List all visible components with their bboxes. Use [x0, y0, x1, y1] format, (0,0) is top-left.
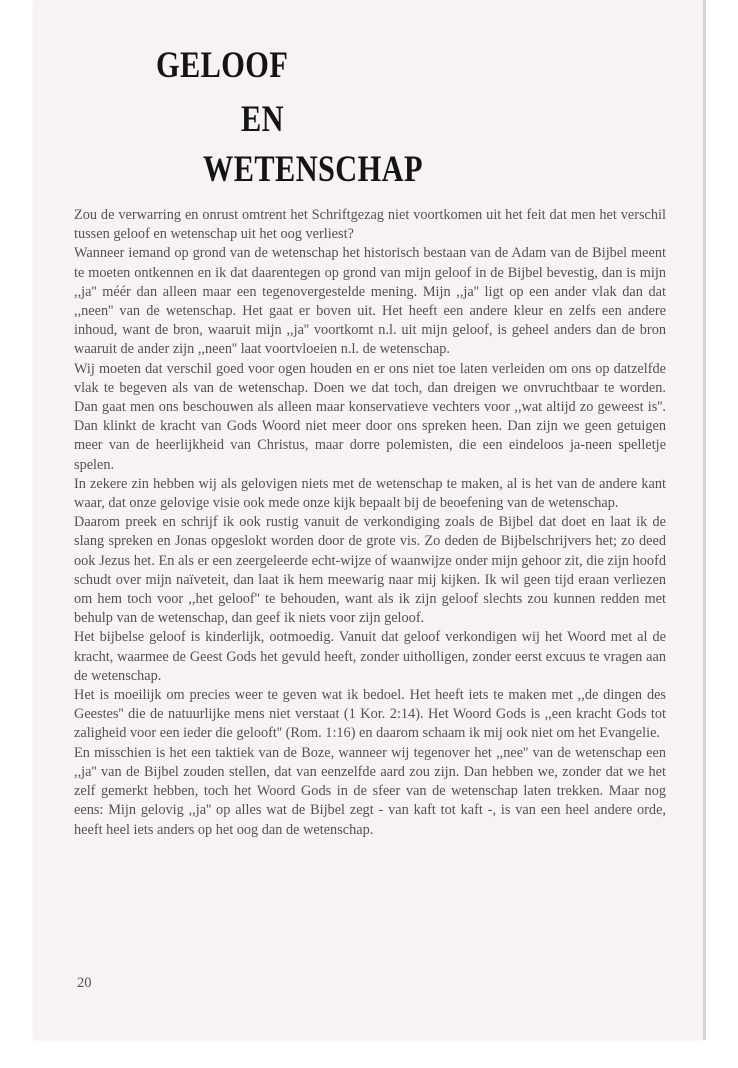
paragraph-1: Zou de verwarring en onrust omtrent het Schriftgezag niet voortkomen uit het feit dat men het verschil tussen geloof en wetenschap uit het oog verliest?	[74, 207, 666, 243]
paragraph-7: Het is moeilijk om precies weer te geven wat ik bedoel. Het heeft iets te maken met ,,de dingen des Geestes'' die de natuurlijke mens niet verstaat (1 Kor. 2:14). Het Woord Gods is ,,een kracht Gods tot zaligheid voor een ieder die gelooft'' (Rom. 1:16) en daarom schaam ik mij ook niet om het Evangelie.	[74, 687, 666, 742]
paragraph-5: Daarom preek en schrijf ik ook rustig vanuit de verkondiging zoals de Bijbel dat doet en laat ik de slang spreken en Jonas opgeslokt worden door de grote vis. Zo deden de Bijbelschrijvers het; zo deed ook Jezus het. En als er een zeergeleerde echt-wijze of waanwijze onder mijn gehoor zit, die zijn hoofd schudt over mijn naïveteit, dan laat ik hem meewarig naar mij kijken. Ik wil geen tijd eraan verliezen om hem toch voor ,,het geloof'' te behouden, want als ik zijn geloof slechts zou kunnen redden met behulp van de wetenschap, dan geef ik niets voor zijn geloof.	[74, 514, 666, 627]
title-line-en: EN	[241, 99, 284, 140]
title-line-wetenschap: WETENSCHAP	[203, 149, 423, 190]
article-body	[74, 206, 666, 840]
book-page	[33, 0, 703, 1040]
paragraph-2: Wanneer iemand op grond van de wetenschap het historisch bestaan van de Adam van de Bijbel meent te moeten ontkennen en ik dat daarentegen op grond van mijn geloof in de Bijbel bevestig, dan is mijn ,,ja'' méér dan alleen maar een tegenovergestelde mening. Mijn ,,ja'' ligt op een ander vlak dan dat ,,neen'' van de wetenschap. Het gaat er boven uit. Het heeft een andere kleur en zelfs een andere inhoud, want de bron, waaruit mijn ,,ja'' voortkomt n.l. uit mijn geloof, is geheel anders dan de bron waaruit de ander zijn ,,neen'' laat voortvloeien n.l. de wetenschap.	[74, 245, 666, 358]
paragraph-8: En misschien is het een taktiek van de Boze, wanneer wij tegenover het ,,nee'' van de wetenschap een ,,ja'' van de Bijbel zouden stellen, dat van eenzelfde aard zou zijn. Dan hebben we, zonder dat we het zelf gemerkt hebben, toch het Woord Gods in de sfeer van de wetenschap laten trekken. Maar nog eens: Mijn gelovig ,,ja'' op alles wat de Bijbel zegt - van kaft tot kaft -, is van een heel andere orde, heeft heel iets anders op het oog dan de wetenschap.	[74, 744, 666, 838]
title-line-geloof: GELOOF	[156, 45, 289, 86]
paragraph-4: In zekere zin hebben wij als gelovigen niets met de wetenschap te maken, al is het van de andere kant waar, dat onze gelovige visie ook mede onze kijk bepaalt bij de beoefening van de wetenschap.	[74, 475, 666, 512]
paragraph-6: Het bijbelse geloof is kinderlijk, ootmoedig. Vanuit dat geloof verkondigen wij het Woord met al de kracht, waarmee de Geest Gods het gevuld heeft, zonder uitholligen, zonder eerst excuus te vragen aan de wetenschap.	[74, 629, 666, 684]
page-number: 20	[77, 975, 92, 991]
page-edge	[703, 0, 706, 1040]
paragraph-3: Wij moeten dat verschil goed voor ogen houden en er ons niet toe laten verleiden om ons op datzelfde vlak te begeven als van de wetenschap. Doen we dat toch, dan dreigen we onvruchtbaar te worden. Dan gaat men ons beschouwen als alleen maar konservatieve vechters voor ,,wat altijd zo geweest is''. Dan klinkt de kracht van Gods Woord niet meer door ons spreken heen. Dan zijn we geen getuigen meer van de heerlijkheid van Christus, maar dorre polemisten, die een eindeloos ja-neen spelletje spelen.	[74, 360, 666, 473]
